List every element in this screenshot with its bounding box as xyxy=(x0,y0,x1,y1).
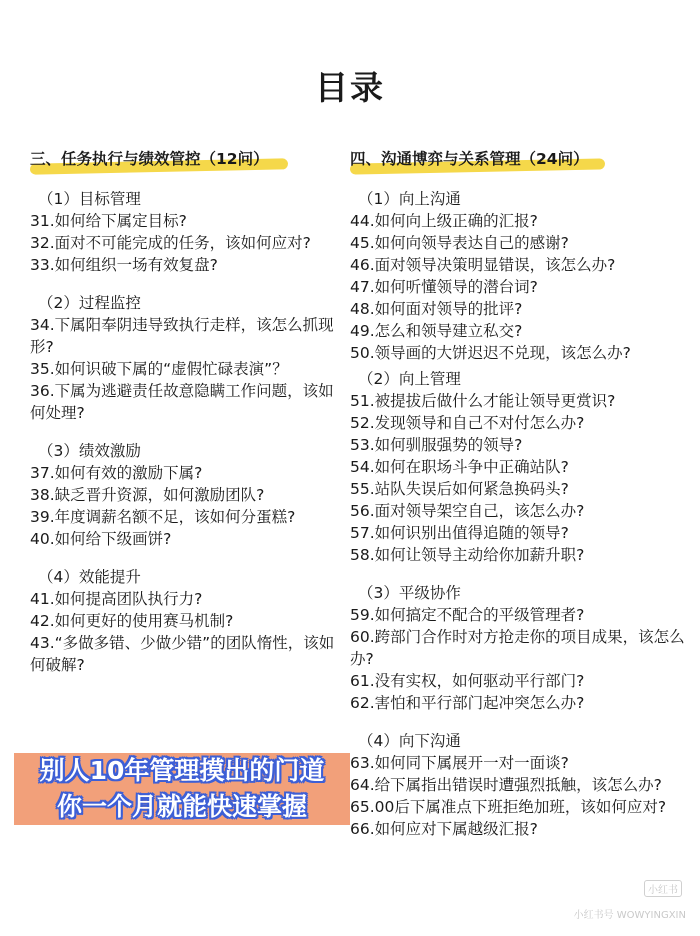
section-heading-text: 四、沟通博弈与关系管理（24问） xyxy=(350,150,589,168)
subsection-title: （2）过程监控 xyxy=(38,294,141,312)
toc-group-process xyxy=(30,292,348,424)
toc-item: 50.领导画的大饼迟迟不兑现，该怎么办? xyxy=(350,344,631,362)
toc-item: 51.被提拔后做什么才能让领导更赏识? xyxy=(350,392,616,410)
subsection-title: （4）效能提升 xyxy=(38,568,141,586)
toc-item: 61.没有实权，如何驱动平行部门? xyxy=(350,672,585,690)
toc-item: 60.跨部门合作时对方抢走你的项目成果，该怎么办? xyxy=(350,628,685,668)
toc-group-upward-management xyxy=(350,368,685,566)
toc-item: 33.如何组织一场有效复盘? xyxy=(30,256,218,274)
toc-item: 41.如何提高团队执行力? xyxy=(30,590,203,608)
toc-group-incentive xyxy=(30,440,348,550)
subsection-title: （2）向上管理 xyxy=(358,370,461,388)
toc-group-goal xyxy=(30,188,348,276)
promo-line-2: 你一个月就能快速掌握 xyxy=(56,792,307,821)
toc-item: 44.如何向上级正确的汇报? xyxy=(350,212,538,230)
toc-item: 64.给下属指出错误时遭强烈抵触，该怎么办? xyxy=(350,776,662,794)
toc-item: 46.面对领导决策明显错误，该怎么办? xyxy=(350,256,616,274)
toc-item: 31.如何给下属定目标? xyxy=(30,212,187,230)
toc-item: 57.如何识别出值得追随的领导? xyxy=(350,524,569,542)
toc-item: 63.如何同下属展开一对一面谈? xyxy=(350,754,569,772)
toc-item: 39.年度调薪名额不足，该如何分蛋糕? xyxy=(30,508,296,526)
toc-item: 34.下属阳奉阴违导致执行走样，该怎么抓现形? xyxy=(30,316,334,356)
toc-item: 53.如何驯服强势的领导? xyxy=(350,436,523,454)
toc-item: 47.如何听懂领导的潜台词? xyxy=(350,278,538,296)
subsection-title: （4）向下沟通 xyxy=(358,732,461,750)
section-heading-right xyxy=(350,144,685,178)
toc-item: 66.如何应对下属越级汇报? xyxy=(350,820,538,838)
watermark-id: 小红书号 WOWYINGXIN xyxy=(573,910,686,921)
toc-item: 48.如何面对领导的批评? xyxy=(350,300,523,318)
section-heading-left xyxy=(30,144,348,178)
subsection-title: （3）绩效激励 xyxy=(38,442,141,460)
toc-item: 56.面对领导架空自己，该怎么办? xyxy=(350,502,585,520)
toc-item: 37.如何有效的激励下属? xyxy=(30,464,203,482)
toc-item: 36.下属为逃避责任故意隐瞒工作问题，该如何处理? xyxy=(30,382,334,422)
toc-item: 55.站队失误后如何紧急换码头? xyxy=(350,480,569,498)
section-heading-text: 三、任务执行与绩效管控（12问） xyxy=(30,150,269,168)
toc-item: 54.如何在职场斗争中正确站队? xyxy=(350,458,569,476)
promo-line-1: 别人10年管理摸出的门道 xyxy=(39,756,325,785)
toc-group-upward-communication xyxy=(350,188,685,364)
subsection-title: （3）平级协作 xyxy=(358,584,461,602)
toc-item: 49.怎么和领导建立私交? xyxy=(350,322,523,340)
subsection-title: （1）向上沟通 xyxy=(358,190,461,208)
page-title: 目录 xyxy=(315,68,385,107)
toc-item: 42.如何更好的使用赛马机制? xyxy=(30,612,234,630)
left-column xyxy=(30,144,348,692)
toc-item: 62.害怕和平行部门起冲突怎么办? xyxy=(350,694,585,712)
toc-group-efficiency xyxy=(30,566,348,676)
watermark-logo: 小红书 xyxy=(644,880,682,897)
toc-item: 40.如何给下级画饼? xyxy=(30,530,172,548)
toc-group-peer-collaboration xyxy=(350,582,685,714)
toc-item: 58.如何让领导主动给你加薪升职? xyxy=(350,546,585,564)
toc-item: 35.如何识破下属的“虚假忙碌表演”？ xyxy=(30,360,288,378)
promo-banner xyxy=(14,753,350,825)
toc-item: 32.面对不可能完成的任务，该如何应对? xyxy=(30,234,311,252)
right-column xyxy=(350,144,685,856)
toc-item: 45.如何向领导表达自己的感谢? xyxy=(350,234,569,252)
toc-group-downward-communication xyxy=(350,730,685,840)
subsection-title: （1）目标管理 xyxy=(38,190,141,208)
toc-item: 59.如何搞定不配合的平级管理者? xyxy=(350,606,585,624)
toc-item: 52.发现领导和自己不对付怎么办? xyxy=(350,414,585,432)
toc-item: 65.00后下属准点下班拒绝加班，该如何应对? xyxy=(350,798,667,816)
toc-item: 38.缺乏晋升资源，如何激励团队? xyxy=(30,486,265,504)
toc-item: 43.“多做多错、少做少错”的团队惰性，该如何破解? xyxy=(30,634,335,674)
